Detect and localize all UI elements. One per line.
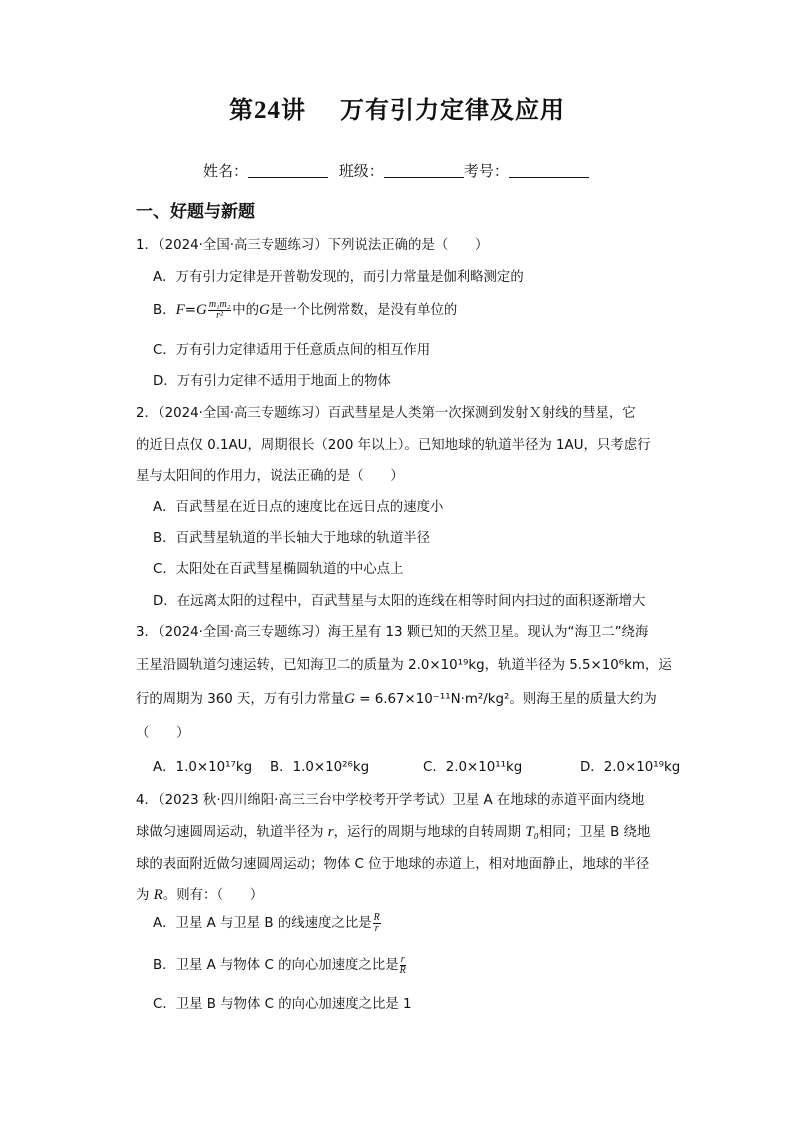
q2-option-c: C．太阳处在百武彗星椭圆轨道的中心点上 xyxy=(153,562,404,577)
page-title xyxy=(0,90,794,125)
section-heading: 一、好题与新题 xyxy=(136,202,255,222)
q2-option-a: A．百武彗星在近日点的速度比在远日点的速度小 xyxy=(153,500,444,515)
q1-stem: 1．（2024·全国·高三专题练习）下列说法正确的是（ ） xyxy=(136,238,489,253)
q2-stem-line3: 星与太阳间的作用力，说法正确的是（ ） xyxy=(136,469,404,484)
q2-option-b: B．百武彗星轨道的半长轴大于地球的轨道半径 xyxy=(153,531,430,546)
title-number: 24 xyxy=(254,97,281,124)
q3-stem-line4: （ ） xyxy=(136,726,190,741)
exam-blank[interactable] xyxy=(509,176,589,178)
q3-stem-line2: 王星沿圆轨道匀速运转，已知海卫二的质量为 2.0×10¹⁹kg，轨道半径为 5.5×10⁶km，运 xyxy=(136,658,672,673)
q3-option-d: D．2.0×10¹⁹kg xyxy=(580,760,681,775)
q3-option-c: C．2.0×10¹¹kg xyxy=(423,760,523,775)
q2-stem-line2: 的近日点仅 0.1AU，周期很长（200 年以上）。已知地球的轨道半径为 1AU，只考虑行 xyxy=(136,438,651,453)
q1-option-c: C．万有引力定律适用于任意质点间的相互作用 xyxy=(153,343,431,358)
exam-label: 考号： xyxy=(463,162,509,180)
q2-option-d: D．在远离太阳的过程中，百武彗星与太阳的连线在相等时间内扫过的面积逐渐增大 xyxy=(153,594,646,609)
q4-a-fraction: $\frac{R}{r}$ xyxy=(373,911,380,934)
q1-formula-fraction: $\frac{\text{m₁m₂}}{\text{r²}}$ xyxy=(208,298,231,321)
q4-option-c: C．卫星 B 与物体 C 的向心加速度之比是 1 xyxy=(153,997,412,1012)
q4-b-fraction: $\frac{r}{R}$ xyxy=(399,953,406,976)
title-suffix: 讲 xyxy=(281,96,306,124)
name-label: 姓名： xyxy=(203,162,249,180)
q1-option-a: A．万有引力定律是开普勒发现的，而引力常量是伽利略测定的 xyxy=(153,270,524,285)
q4-stem-line4: 为 R。则有：（ ） xyxy=(136,887,264,903)
q3-stem-line1: 3．（2024·全国·高三专题练习）海王星有 13 颗已知的天然卫星。现认为“海卫二”绕海 xyxy=(136,625,649,640)
q3-options xyxy=(153,756,680,775)
q4-stem-line1: 4．（2023 秋·四川绵阳·高三三台中学校考开学考试）卫星 A 在地球的赤道平面内绕地 xyxy=(136,793,645,808)
name-blank[interactable] xyxy=(248,176,328,178)
class-label: 班级： xyxy=(338,162,384,180)
q2-stem-line1: 2．（2024·全国·高三专题练习）百武彗星是人类第一次探测到发射Ｘ射线的彗星，它 xyxy=(136,406,636,421)
student-info xyxy=(203,160,589,181)
q3-option-a: A．1.0×10¹⁷kg xyxy=(153,760,253,775)
q4-option-b: B．卫星 A 与物体 C 的向心加速度之比是 $\frac{r}{R}$ xyxy=(153,953,406,976)
title-prefix: 第 xyxy=(229,96,254,124)
q4-stem-line3: 球的表面附近做匀速圆周运动；物体 C 位于地球的赤道上，相对地面静止，地球的半径 xyxy=(136,857,650,872)
q3-stem-line3: 行的周期为 360 天，万有引力常量G = 6.67×10⁻¹¹N·m²/kg²。则海王星的质量大约为 xyxy=(136,691,657,707)
q3-option-b: B．1.0×10²⁶kg xyxy=(270,760,370,775)
q4-option-a: A．卫星 A 与卫星 B 的线速度之比是 $\frac{R}{r}$ xyxy=(153,911,380,934)
q4-stem-line2: 球做匀速圆周运动，轨道半径为 r，运行的周期与地球的自转周期 T₀相同；卫星 B 绕地 xyxy=(136,824,651,840)
q1-option-d: D．万有引力定律不适用于地面上的物体 xyxy=(153,374,391,389)
q1-option-b: B．F=G $\frac{\text{m₁m₂}}{\text{r²}}$ 中的G是一个比例常数，是没有单位的 xyxy=(153,298,458,321)
title-name: 万有引力定律及应用 xyxy=(340,96,565,124)
class-blank[interactable] xyxy=(384,176,464,178)
